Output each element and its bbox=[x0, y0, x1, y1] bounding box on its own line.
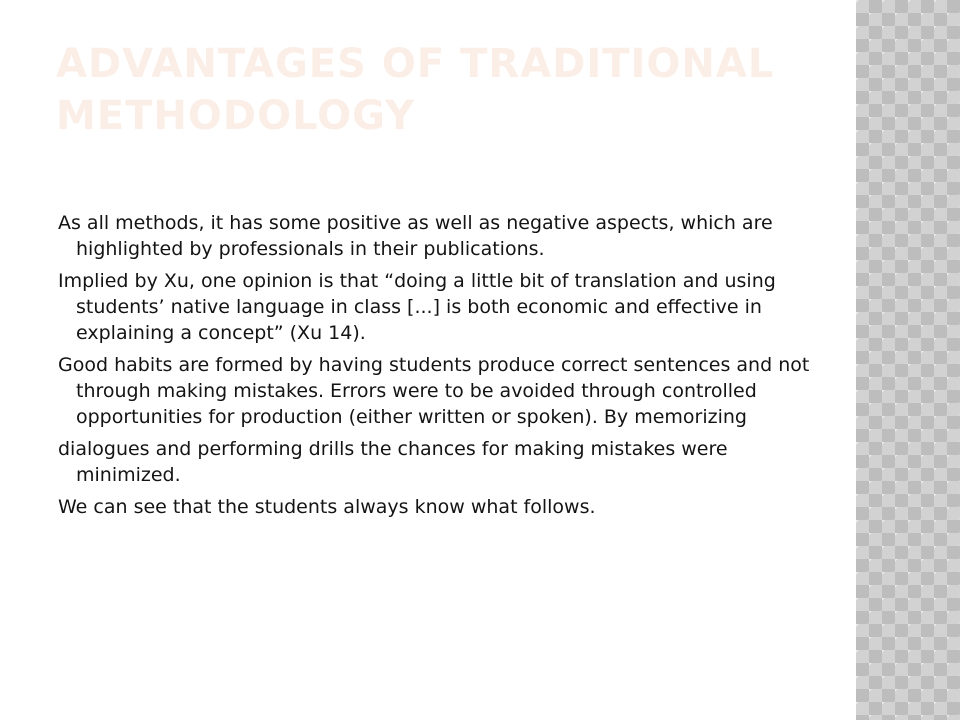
paragraph: Good habits are formed by having students produce correct sentences and not through making mistakes. Errors were to be avoided through controlled opportunities for production (either written or spoken). By memorizing bbox=[58, 354, 810, 428]
slide-title: ADVANTAGES OF TRADITIONAL METHODOLOGY bbox=[56, 41, 775, 139]
paragraph: As all methods, it has some positive as well as negative aspects, which are highlighted by professionals in their publications. bbox=[58, 212, 773, 260]
paragraph: dialogues and performing drills the chances for making mistakes were minimized. bbox=[58, 438, 728, 486]
slide-body bbox=[58, 210, 838, 526]
paragraph: Implied by Xu, one opinion is that “doing a little bit of translation and using students’ native language in class [...] is both economic and effective in explaining a concept” (Xu 14). bbox=[58, 270, 776, 344]
decorative-side-band bbox=[856, 0, 960, 720]
paragraph: We can see that the students always know what follows. bbox=[58, 496, 596, 518]
